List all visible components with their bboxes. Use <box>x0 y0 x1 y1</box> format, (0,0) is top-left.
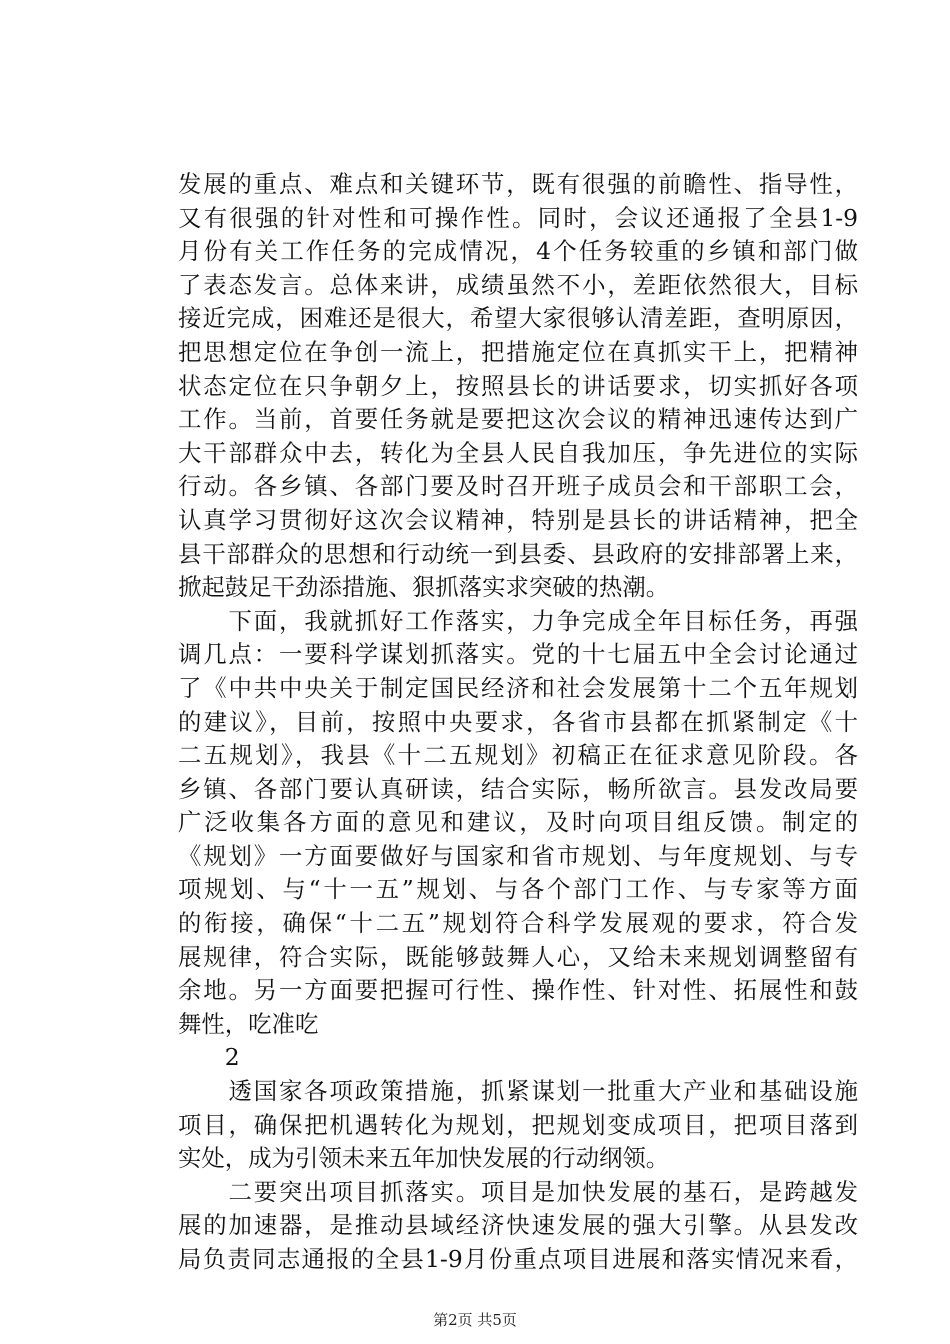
text-line: 发展的重点、难点和关键环节，既有很强的前瞻性、指导性， <box>178 170 858 198</box>
text-line: 舞性，吃准吃 <box>178 1009 319 1038</box>
text-line: 广泛收集各方面的意见和建议，及时向项目组反馈。制定的 <box>178 808 858 837</box>
text-line: 认真学习贯彻好这次会议精神，特别是县长的讲话精神，把全 <box>178 505 858 534</box>
text-line: 掀起鼓足干劲添措施、狠抓落实求突破的热潮。 <box>178 573 670 602</box>
text-line: 下面，我就抓好工作落实，力争完成全年目标任务，再强 <box>178 606 858 635</box>
text-line: 状态定位在只争朝夕上，按照县长的讲话要求，切实抓好各项 <box>178 371 858 400</box>
text-line: 月份有关工作任务的完成情况，4个任务较重的乡镇和部门做 <box>178 237 858 266</box>
inline-page-marker: 2 <box>178 1043 240 1072</box>
text-line: 乡镇、各部门要认真研读，结合实际，畅所欲言。县发改局要 <box>178 774 858 803</box>
text-line: 把思想定位在争创一流上，把措施定位在真抓实干上，把精神 <box>178 337 858 366</box>
text-line: 大干部群众中去，转化为全县人民自我加压，争先进位的实际 <box>178 438 858 467</box>
text-line: 项目，确保把机遇转化为规划，把规划变成项目，把项目落到 <box>178 1110 858 1139</box>
text-line: 二要突出项目抓落实。项目是加快发展的基石，是跨越发 <box>178 1177 858 1206</box>
body-text <box>178 168 858 1277</box>
page-footer: 第2页 共5页 <box>433 1311 517 1329</box>
text-line: 的建议》，目前，按照中央要求，各省市县都在抓紧制定《十 <box>178 707 858 736</box>
text-line: 二五规划》，我县《十二五规划》初稿正在征求意见阶段。各 <box>178 741 858 770</box>
text-line: 的衔接，确保“十二五”规划符合科学发展观的要求，符合发 <box>178 909 858 938</box>
text-line: 又有很强的针对性和可操作性。同时，会议还通报了全县1-9 <box>178 203 858 232</box>
text-line: 实处，成为引领未来五年加快发展的行动纲领。 <box>178 1144 670 1173</box>
text-line: 局负责同志通报的全县1-9月份重点项目进展和落实情况来看， <box>178 1245 858 1273</box>
text-line: 透国家各项政策措施，抓紧谋划一批重大产业和基础设施 <box>178 1077 858 1106</box>
text-line: 县干部群众的思想和行动统一到县委、县政府的安排部署上来， <box>178 539 858 568</box>
text-line: 展规律，符合实际，既能够鼓舞人心，又给未来规划调整留有 <box>178 942 858 971</box>
text-line: 接近完成，困难还是很大，希望大家很够认清差距，查明原因， <box>178 304 858 333</box>
text-line: 了表态发言。总体来讲，成绩虽然不小，差距依然很大，目标 <box>178 270 858 299</box>
text-line: 了《中共中央关于制定国民经济和社会发展第十二个五年规划 <box>178 673 858 702</box>
text-line: 余地。另一方面要把握可行性、操作性、针对性、拓展性和鼓 <box>178 976 858 1005</box>
text-line: 《规划》一方面要做好与国家和省市规划、与年度规划、与专 <box>178 841 858 870</box>
text-line: 调几点：一要科学谋划抓落实。党的十七届五中全会讨论通过 <box>178 640 858 669</box>
text-line: 行动。各乡镇、各部门要及时召开班子成员会和干部职工会， <box>178 472 858 501</box>
text-line: 展的加速器，是推动县域经济快速发展的强大引擎。从县发改 <box>178 1211 858 1240</box>
text-line: 项规划、与“十一五”规划、与各个部门工作、与专家等方面 <box>178 875 858 904</box>
text-line: 工作。当前，首要任务就是要把这次会议的精神迅速传达到广 <box>178 405 858 434</box>
